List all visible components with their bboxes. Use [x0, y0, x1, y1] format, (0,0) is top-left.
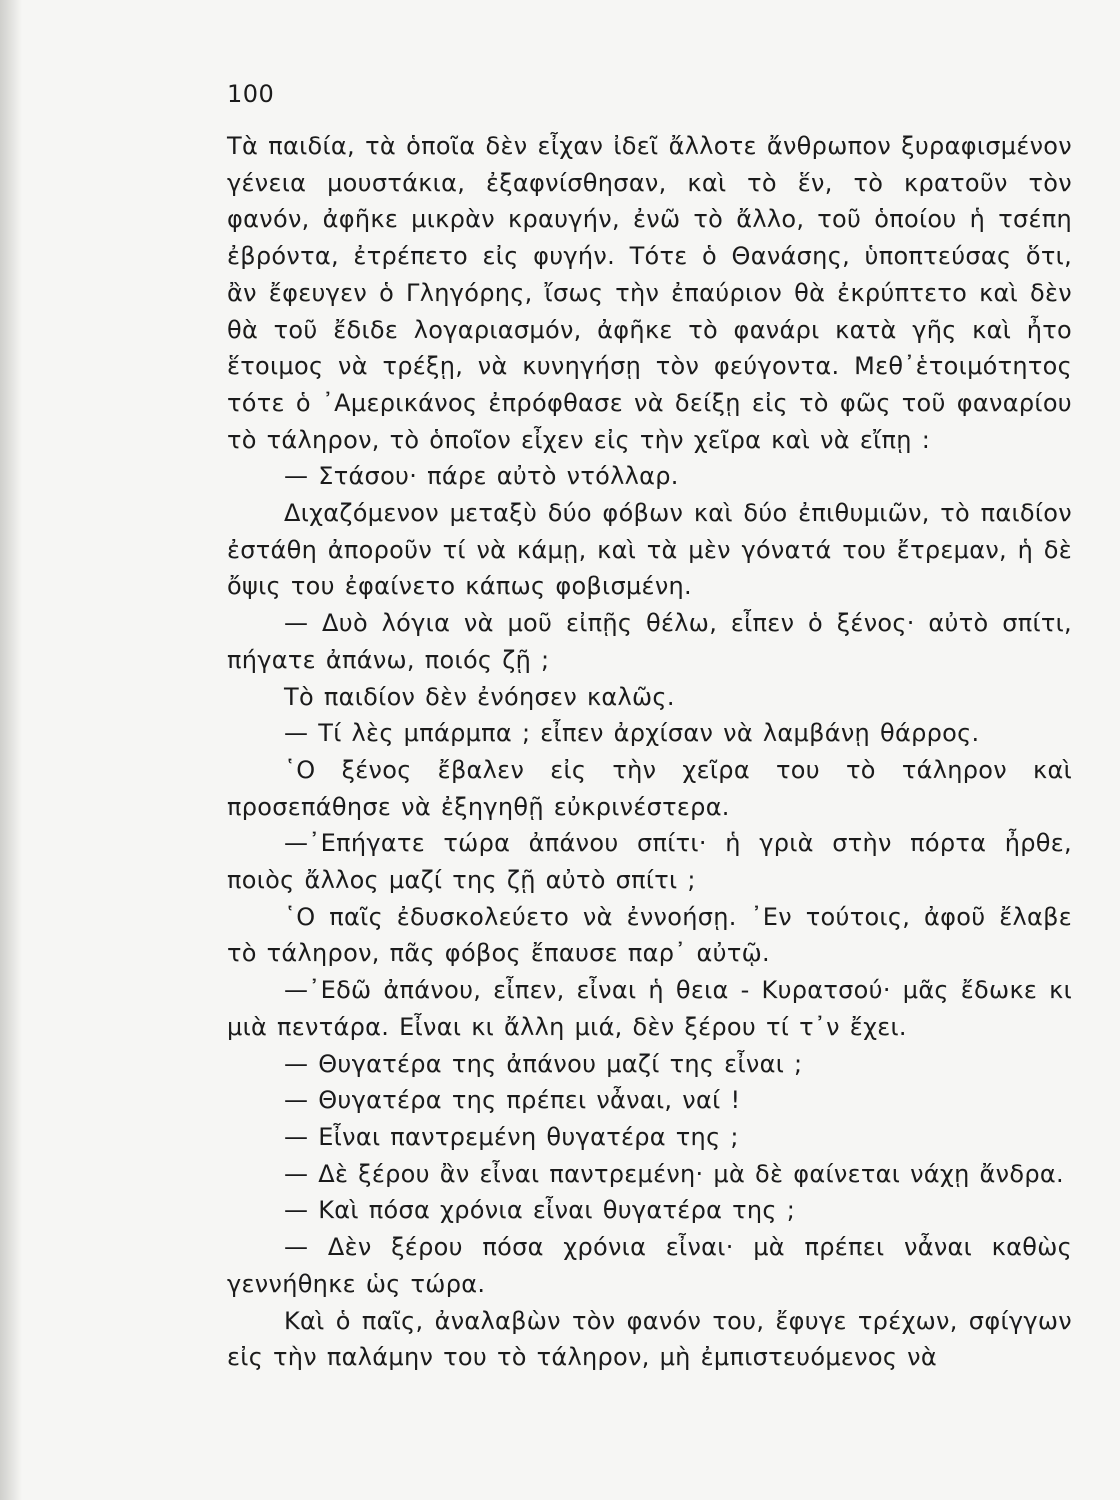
paragraph: Διχαζόμενον μεταξὺ δύο φόβων καὶ δύο ἐπιθυμιῶν, τὸ παιδίον ἐστάθη ἀποροῦν τί νὰ κάμῃ, καὶ τὰ μὲν γόνατά του ἔτρεμαν, ἡ δὲ ὄψις του ἐφαίνετο κάπως φοβισμένη. [227, 499, 1072, 601]
page-number: 100 [227, 80, 275, 108]
paragraph: — Θυγατέρα της ἀπάνου μαζί της εἶναι ; [284, 1049, 803, 1078]
paragraph: Τὸ παιδίον δὲν ἐνόησεν καλῶς. [284, 682, 675, 711]
paragraph: — Στάσου· πάρε αὐτὸ ντόλλαρ. [284, 462, 679, 491]
paragraph: — Καὶ πόσα χρόνια εἶναι θυγατέρα της ; [284, 1196, 796, 1225]
paragraph: —᾽Επήγατε τώρα ἀπάνου σπίτι· ἡ γριὰ στὴν πόρτα ἦρθε, ποιὸς ἄλλος μαζί της ζῇ αὐτὸ σπίτι ; [227, 829, 1072, 895]
paragraph: ῾Ο παῖς ἐδυσκολεύετο νὰ ἐννοήσῃ. ᾽Εν τούτοις, ἀφοῦ ἔλαβε τὸ τάληρον, πᾶς φόβος ἔπαυσε παρ᾽ αὐτῷ. [227, 902, 1072, 968]
paragraph: — Θυγατέρα της πρέπει νἆναι, ναί ! [284, 1086, 741, 1115]
paragraph: — Τί λὲς μπάρμπα ; εἶπεν ἀρχίσαν νὰ λαμβάνῃ θάρρος. [284, 719, 980, 748]
paragraph: — Δὲ ξέρου ἂν εἶναι παντρεμένη· μὰ δὲ φαίνεται νάχῃ ἄνδρα. [284, 1159, 1064, 1188]
body-text [227, 128, 1072, 1376]
paragraph: —᾽Εδῶ ἀπάνου, εἶπεν, εἶναι ἡ θεια - Κυρατσού· μᾶς ἔδωκε κι μιὰ πεντάρα. Εἶναι κι ἄλλη μιά, δὲν ξέρου τί τ᾽ν ἔχει. [227, 976, 1072, 1041]
paragraph: — Εἶναι παντρεμένη θυγατέρα της ; [284, 1122, 739, 1151]
paragraph: — Δυὸ λόγια νὰ μοῦ εἰπῇς θέλω, εἶπεν ὁ ξένος· αὐτὸ σπίτι, πήγατε ἀπάνω, ποιός ζῇ ; [227, 609, 1072, 674]
paragraph: Καὶ ὁ παῖς, ἀναλαβὼν τὸν φανόν του, ἔφυγε τρέχων, σφίγγων εἰς τὴν παλάμην του τὸ τάληρον, μὴ ἐμπιστευόμενος νὰ [227, 1306, 1072, 1372]
paragraph: ῾Ο ξένος ἔβαλεν εἰς τὴν χεῖρα του τὸ τάληρον καὶ προσεπάθησε νὰ ἐξηγηθῇ εὐκρινέστερα. [227, 755, 1072, 821]
paragraph: — Δὲν ξέρου πόσα χρόνια εἶναι· μὰ πρέπει νἆναι καθὼς γεννήθηκε ὡς τώρα. [227, 1233, 1072, 1298]
book-spine-shadow [0, 0, 22, 1500]
paragraph: Τὰ παιδία, τὰ ὁποῖα δὲν εἶχαν ἰδεῖ ἄλλοτε ἄνθρωπον ξυραφισμένον γένεια μουστάκια, ἐξαφνίσθησαν, καὶ τὸ ἕν, τὸ κρατοῦν τὸν φανόν, ἀφῆκε μικρὰν κραυγήν, ἐνῶ τὸ ἄλλο, τοῦ ὁποίου ἡ τσέπη ἐβρόντα, ἐτρέπετο εἰς φυγήν. Τότε ὁ Θανάσης, ὑποπτεύσας ὅτι, ἂν ἔφευγεν ὁ Γληγόρης, ἴσως τὴν ἐπαύριον θὰ ἐκρύπτετο καὶ δὲν θὰ τοῦ ἔδιδε λογαριασμόν, ἀφῆκε τὸ φανάρι κατὰ γῆς καὶ ἦτο ἕτοιμος νὰ τρέξῃ, νὰ κυνηγήσῃ τὸν φεύγοντα. Μεθ᾽ἑτοιμότητος τότε ὁ ᾽Αμερικάνος ἐπρόφθασε νὰ δείξῃ εἰς τὸ φῶς τοῦ φαναρίου τὸ τάληρον, τὸ ὁποῖον εἶχεν εἰς τὴν χεῖρα καὶ νὰ εἴπῃ : [227, 132, 1072, 454]
